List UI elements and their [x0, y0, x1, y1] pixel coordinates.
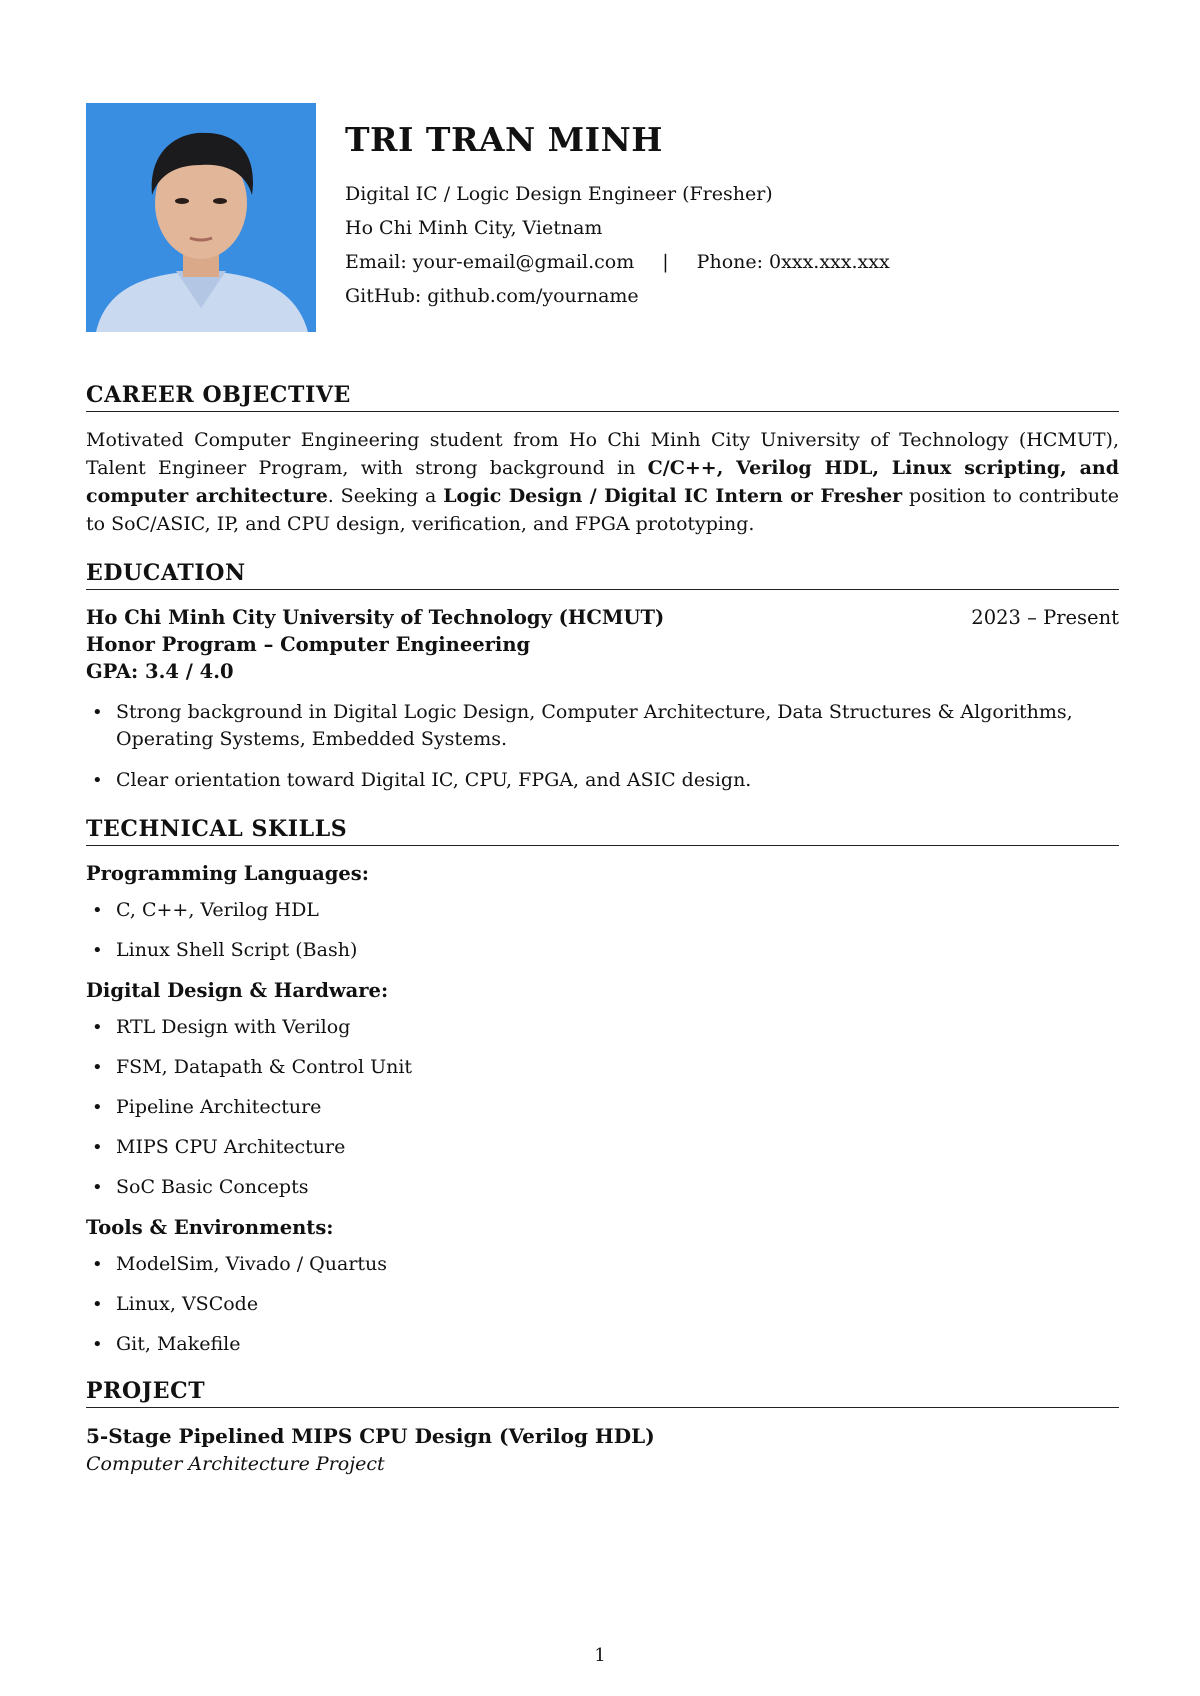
project-subtitle: Computer Architecture Project	[86, 1453, 385, 1475]
candidate-location: Ho Chi Minh City, Vietnam	[345, 217, 603, 239]
candidate-name: TRI TRAN MINH	[345, 120, 663, 159]
phone-text: Phone: 0xxx.xxx.xxx	[696, 251, 890, 273]
list-item: • RTL Design with Verilog	[116, 1014, 1119, 1041]
education-section	[86, 560, 1119, 794]
email-text: Email: your-email@gmail.com	[345, 251, 635, 273]
school-name: Ho Chi Minh City University of Technology (HCMUT)	[86, 606, 665, 629]
skills-group-list	[86, 897, 1119, 964]
education-gpa: GPA: 3.4 / 4.0	[86, 660, 234, 683]
resume-content	[86, 382, 1119, 1478]
education-school-row	[86, 604, 1119, 631]
candidate-role: Digital IC / Logic Design Engineer (Fresher)	[345, 183, 773, 205]
contact-line	[345, 245, 1145, 279]
list-item: • Strong background in Digital Logic Design, Computer Architecture, Data Structures & Algorithms, Operating Systems, Embedded Systems.	[116, 699, 1119, 753]
list-item: • Linux Shell Script (Bash)	[116, 937, 1119, 964]
section-title-education: EDUCATION	[86, 560, 1119, 590]
list-item: • SoC Basic Concepts	[116, 1174, 1119, 1201]
section-title-objective: CAREER OBJECTIVE	[86, 382, 1119, 412]
section-title-project: PROJECT	[86, 1378, 1119, 1408]
skills-section	[86, 816, 1119, 1358]
list-item: • MIPS CPU Architecture	[116, 1134, 1119, 1161]
objective-section	[86, 382, 1119, 538]
objective-text	[86, 426, 1119, 538]
skills-group-list	[86, 1014, 1119, 1201]
objective-text-part: . Seeking a	[327, 485, 444, 507]
skills-group-list	[86, 1251, 1119, 1358]
project-section	[86, 1378, 1119, 1478]
objective-text-part: Motivated Computer Engineering student from Ho Chi Minh City University of Technology (HCMUT), Talent Engineer Program, with strong background in	[86, 429, 1119, 479]
skills-group-heading: Tools & Environments:	[86, 1216, 334, 1239]
list-item: • Clear orientation toward Digital IC, CPU, FPGA, and ASIC design.	[116, 767, 1119, 794]
header-info	[345, 120, 1145, 313]
objective-position-highlight: Logic Design / Digital IC Intern or Fresher	[443, 485, 903, 507]
education-period: 2023 – Present	[971, 606, 1119, 629]
education-program: Honor Program – Computer Engineering	[86, 633, 531, 656]
objective-skills-highlight: C/C++, Verilog HDL, Linux scripting, and computer architecture	[86, 457, 1119, 507]
page-number: 1	[594, 1645, 606, 1666]
github-text: GitHub: github.com/yourname	[345, 285, 639, 307]
list-item: • Git, Makefile	[116, 1331, 1119, 1358]
skills-group-heading: Digital Design & Hardware:	[86, 979, 389, 1002]
objective-text-part: position to contribute to SoC/ASIC, IP, and CPU design, verification, and FPGA prototyping.	[86, 485, 1119, 535]
list-item: • Linux, VSCode	[116, 1291, 1119, 1318]
skills-group-heading: Programming Languages:	[86, 862, 369, 885]
list-item: • ModelSim, Vivado / Quartus	[116, 1251, 1119, 1278]
education-bullets	[86, 699, 1119, 794]
contact-separator: |	[662, 251, 669, 273]
profile-photo-image	[86, 103, 316, 332]
section-title-skills: TECHNICAL SKILLS	[86, 816, 1119, 846]
list-item: • C, C++, Verilog HDL	[116, 897, 1119, 924]
list-item: • Pipeline Architecture	[116, 1094, 1119, 1121]
project-name: 5-Stage Pipelined MIPS CPU Design (Verilog HDL)	[86, 1424, 655, 1448]
list-item: • FSM, Datapath & Control Unit	[116, 1054, 1119, 1081]
profile-photo	[86, 103, 316, 332]
